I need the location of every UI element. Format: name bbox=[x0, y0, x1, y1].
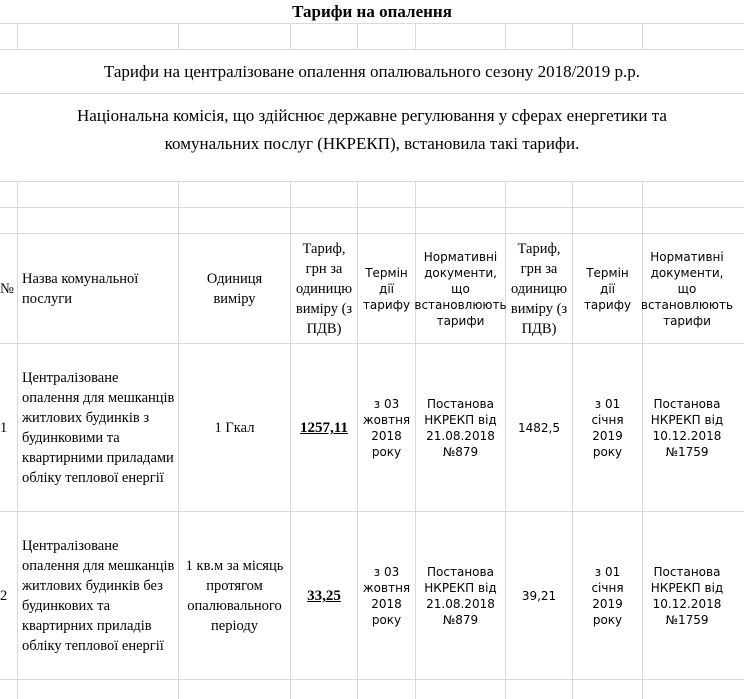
row-num: 1 bbox=[0, 420, 8, 436]
row-docs-1: Постанова НКРЕКП від 21.08.2018 №879 bbox=[424, 565, 497, 627]
header-docs-1: Нормативні документи, що встановлюють тарифи bbox=[414, 250, 507, 328]
row-tariff-2: 39,21 bbox=[521, 589, 557, 603]
commission-row bbox=[0, 94, 744, 182]
header-tariff-1: Тариф, грн за одиницю виміру (з ПДВ) bbox=[295, 241, 353, 337]
row-num: 2 bbox=[0, 588, 8, 604]
row-term-2: з 01 січня 2019 року bbox=[591, 565, 624, 627]
title-row bbox=[0, 0, 744, 24]
row-unit: 1 Гкал bbox=[214, 420, 255, 436]
row-docs-2: Постанова НКРЕКП від 10.12.2018 №1759 bbox=[650, 397, 724, 459]
header-docs-2: Нормативні документи, що встановлюють тарифи bbox=[640, 250, 734, 328]
intro-row bbox=[0, 50, 744, 94]
row-term-2: з 01 січня 2019 року bbox=[591, 397, 624, 459]
empty-row bbox=[0, 680, 744, 699]
header-term-2: Термін дії тарифу bbox=[583, 266, 632, 312]
empty-row bbox=[0, 208, 744, 234]
header-name: Назва комунальної послуги bbox=[22, 271, 139, 307]
header-tariff-2: Тариф, грн за одиницю виміру (з ПДВ) bbox=[510, 241, 568, 337]
row-tariff-2: 1482,5 bbox=[518, 421, 560, 435]
commission-line-2: комунальних послуг (НКРЕКП), встановила такі тарифи. bbox=[164, 134, 580, 153]
row-term-1: з 03 жовтня 2018 року bbox=[362, 397, 411, 459]
row-docs-1: Постанова НКРЕКП від 21.08.2018 №879 bbox=[424, 397, 497, 459]
header-unit: Одиниця виміру bbox=[206, 271, 263, 307]
header-term-1: Термін дії тарифу bbox=[362, 266, 411, 312]
row-tariff-1: 33,25 bbox=[307, 588, 341, 604]
row-docs-2: Постанова НКРЕКП від 10.12.2018 №1759 bbox=[650, 565, 724, 627]
empty-row bbox=[0, 182, 744, 208]
header-num: № bbox=[0, 281, 14, 297]
row-name: Централізоване опалення для мешканців житлових будинків без будинкових та квартирних приладів обліку теплової енергії bbox=[22, 538, 175, 654]
page-title: Тарифи на опалення bbox=[292, 2, 452, 21]
commission-line-1: Національна комісія, що здійснює державне регулювання у сферах енергетики та bbox=[77, 106, 667, 125]
row-name: Централізоване опалення для мешканців житлових будинків з будинковими та квартирними приладами обліку теплової енергії bbox=[22, 370, 175, 486]
table-row bbox=[0, 512, 744, 680]
row-unit: 1 кв.м за місяць протягом опалювального періоду bbox=[185, 558, 284, 634]
empty-row bbox=[0, 24, 744, 50]
table-header bbox=[0, 234, 744, 344]
row-tariff-1: 1257,11 bbox=[300, 420, 348, 436]
row-term-1: з 03 жовтня 2018 року bbox=[362, 565, 411, 627]
table-row bbox=[0, 344, 744, 512]
intro-text: Тарифи на централізоване опалення опалювального сезону 2018/2019 р.р. bbox=[103, 62, 641, 81]
